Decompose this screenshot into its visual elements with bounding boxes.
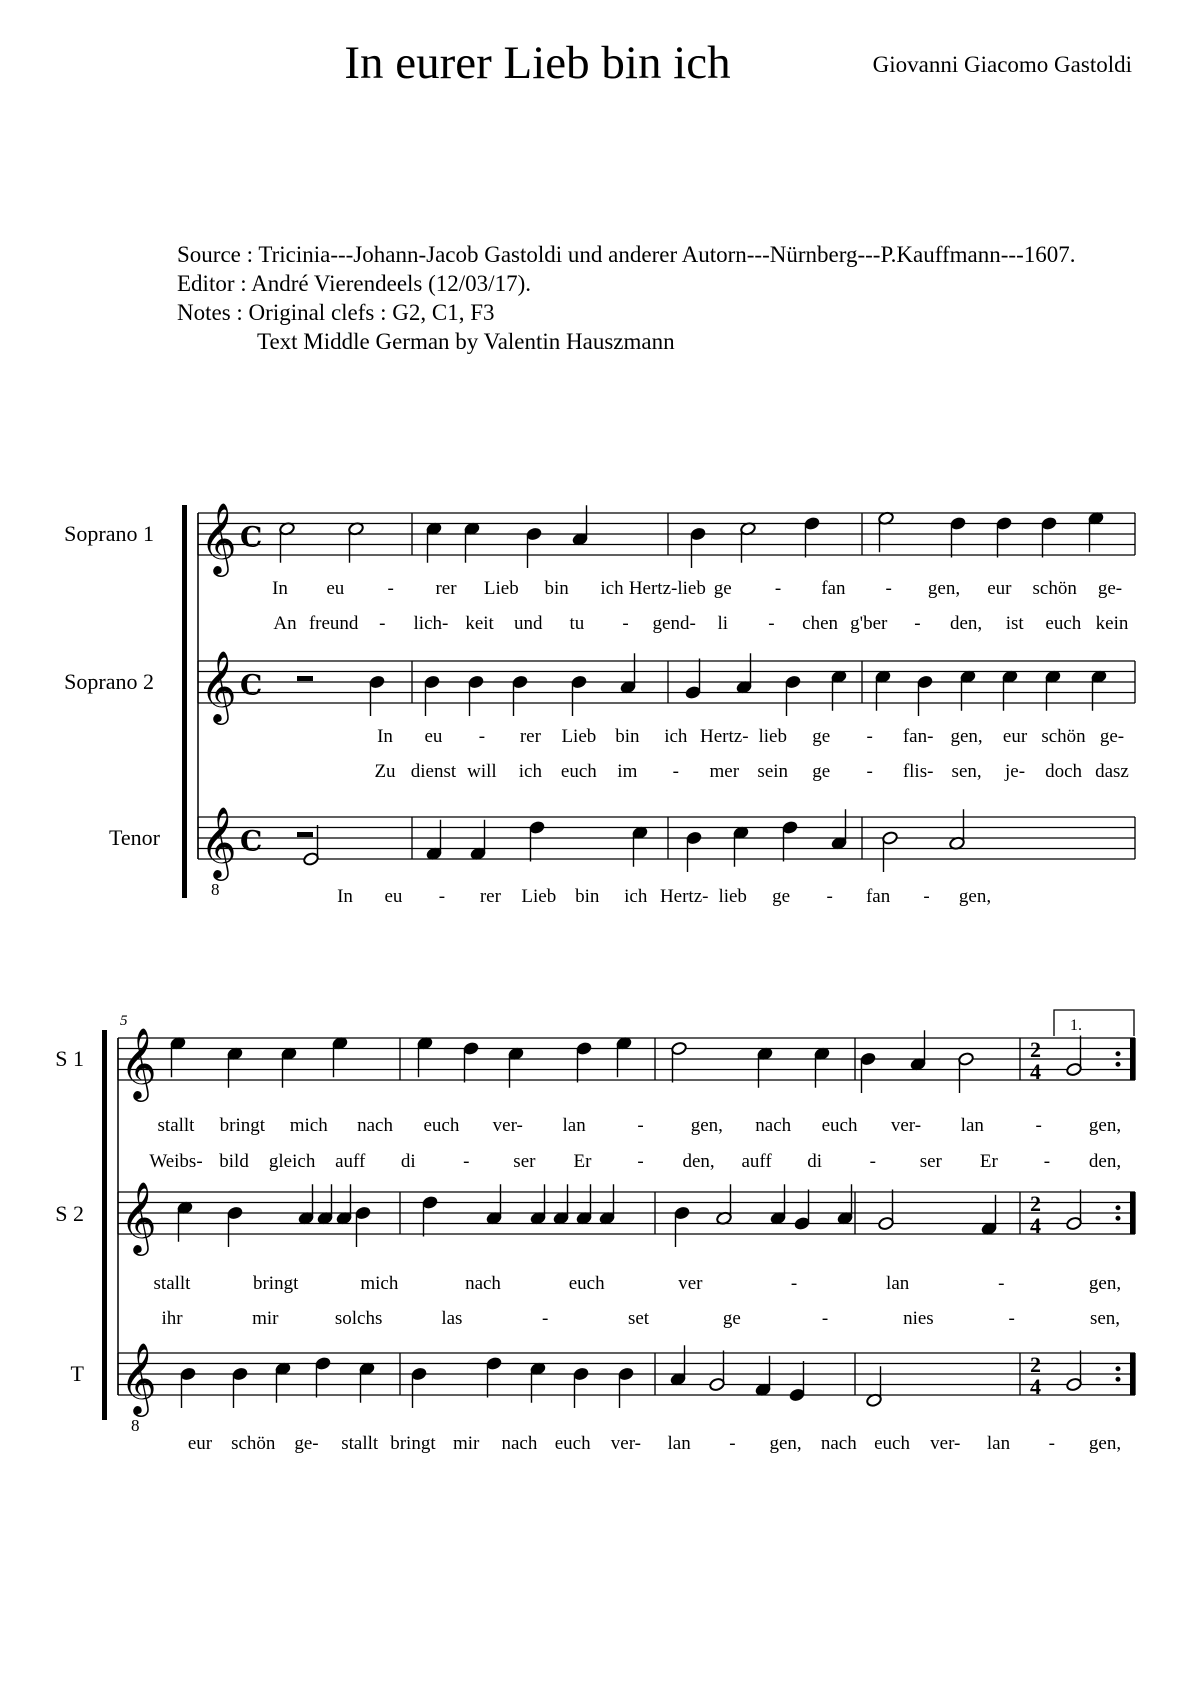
lyric-syllable: Er [573, 1151, 592, 1172]
lyric-syllable: Lieb [561, 726, 597, 747]
lyric-syllable: - [729, 1433, 736, 1454]
lyric-syllable: ge [812, 761, 831, 782]
lyric-syllable: solchs [334, 1308, 383, 1329]
lyric-syllable: schön [231, 1433, 276, 1454]
lyric-syllable: - [1048, 1433, 1055, 1454]
volta-number: 1. [1070, 1017, 1082, 1034]
lyric-syllable: freund [308, 613, 359, 634]
half-rest-icon [297, 832, 313, 837]
lyric-syllable: ich [600, 578, 624, 599]
staff-label: Tenor [109, 825, 160, 850]
lyric-syllable: - [379, 613, 386, 634]
lyric-syllable: auff [741, 1151, 772, 1172]
lyric-syllable: ge [812, 726, 831, 747]
lyric-syllable: ser [919, 1151, 942, 1172]
composer-name: Giovanni Giacomo Gastoldi [872, 52, 1132, 77]
lyric-syllable: eur [1002, 726, 1028, 747]
lyric-syllable: In [272, 578, 288, 599]
lyric-syllable: eu [326, 578, 345, 599]
lyric-syllable: lan [886, 1273, 910, 1294]
lyric-syllable: gen, [950, 726, 983, 747]
lyric-syllable: ihr [161, 1308, 183, 1329]
lyric-syllable: - [1008, 1308, 1015, 1329]
lyric-syllable: Zu [374, 761, 396, 782]
lyric-syllable: mich [360, 1273, 399, 1294]
lyric-syllable: schön [1041, 726, 1086, 747]
lyric-syllable: - [866, 726, 873, 747]
lyric-syllable: - [637, 1151, 644, 1172]
lyric-syllable: lieb [758, 726, 787, 747]
lyric-syllable: - [542, 1308, 549, 1329]
lyric-syllable: stallt [341, 1433, 379, 1454]
lyric-syllable: den, [1088, 1151, 1122, 1172]
treble-clef-icon: 𝄞 [200, 501, 237, 574]
lyric-syllable: rer [479, 886, 501, 907]
lyric-syllable: bin [575, 886, 600, 907]
lyric-syllable: - [438, 886, 446, 907]
lyric-syllable: nies [903, 1308, 934, 1329]
lyric-syllable: euch [554, 1433, 591, 1454]
lyric-syllable: Lieb [483, 578, 519, 599]
lyric-syllable: je- [1005, 761, 1026, 782]
lyric-syllable: di [400, 1151, 416, 1172]
lyric-syllable: lan [562, 1115, 586, 1136]
lyric-syllable: In [377, 726, 393, 747]
lyric-syllable: - [622, 613, 629, 634]
lyric-syllable: nach [357, 1115, 394, 1136]
lyric-syllable: ge- [294, 1433, 319, 1454]
lyric-syllable: In [337, 886, 353, 907]
lyric-syllable: fan [865, 886, 891, 907]
lyric-syllable: euch [821, 1115, 858, 1136]
lyric-syllable: mich [289, 1115, 328, 1136]
lyric-syllable: gen, [927, 578, 961, 599]
lyric-syllable: sen, [1089, 1308, 1121, 1329]
final-barline [1130, 1353, 1135, 1395]
repeat-dot [1116, 1051, 1121, 1056]
lyric-syllable: keit [465, 613, 494, 634]
text-line: Text Middle German by Valentin Hauszmann [257, 329, 675, 354]
lyric-syllable: ge- [1097, 578, 1123, 599]
lyric-syllable: flis- [902, 761, 934, 782]
staff-label: S 2 [55, 1201, 84, 1226]
common-time-icon: C [240, 520, 263, 554]
lyric-syllable: - [914, 613, 921, 634]
lyric-syllable: - [790, 1273, 798, 1294]
lyric-syllable: nach [755, 1115, 792, 1136]
repeat-dot [1116, 1377, 1121, 1382]
lyric-syllable: den, [682, 1151, 715, 1172]
lyric-syllable: - [672, 761, 679, 782]
final-barline [1130, 1192, 1135, 1234]
lyric-syllable: Hertz- [700, 726, 749, 747]
lyric-syllable: euch [874, 1433, 910, 1454]
lyric-syllable: An [273, 613, 297, 634]
lyric-syllable: nach [820, 1433, 857, 1454]
repeat-dot [1116, 1205, 1121, 1210]
lyric-syllable: ich [518, 761, 543, 782]
treble-clef-icon: 𝄞 [120, 1026, 157, 1099]
time-signature-top: 2 [1030, 1037, 1041, 1062]
lyric-syllable: bild [219, 1151, 249, 1172]
lyric-syllable: bin [615, 726, 640, 747]
staff-label: Soprano 1 [64, 521, 154, 546]
lyric-syllable: gen, [1088, 1115, 1122, 1136]
page-title: In eurer Lieb bin ich [344, 37, 731, 89]
treble-clef-icon: 𝄞 [200, 649, 237, 722]
lyric-syllable: gen, [1088, 1433, 1122, 1454]
lyric-syllable: ge [772, 886, 791, 907]
staff-label: S 1 [55, 1046, 84, 1071]
lyric-syllable: rer [519, 726, 541, 747]
lyric-syllable: g'ber [850, 613, 888, 634]
lyric-syllable: - [637, 1115, 644, 1136]
lyric-syllable: ver- [492, 1115, 523, 1136]
lyric-syllable: Er [979, 1151, 998, 1172]
lyric-syllable: lan [986, 1433, 1011, 1454]
time-signature-bottom: 4 [1030, 1213, 1041, 1238]
octave-mark: 8 [211, 880, 220, 899]
common-time-icon: C [240, 824, 263, 858]
lyric-syllable: ver- [930, 1433, 961, 1454]
lyric-syllable: eu [424, 726, 443, 747]
lyric-syllable: lich- [413, 613, 449, 634]
lyric-syllable: den, [949, 613, 983, 634]
common-time-icon: C [240, 668, 263, 702]
lyric-syllable: - [923, 886, 930, 907]
lyric-syllable: di [807, 1151, 823, 1172]
lyric-syllable: nach [465, 1273, 501, 1294]
lyric-syllable: li [717, 613, 729, 634]
final-barline [1130, 1038, 1135, 1080]
treble-clef-icon: 𝄞 [120, 1180, 157, 1253]
lyric-syllable: auff [335, 1151, 366, 1172]
lyric-syllable: Weibs- [149, 1151, 203, 1172]
lyric-syllable: Hertz- [659, 886, 709, 907]
time-signature-bottom: 4 [1030, 1374, 1041, 1399]
lyric-syllable: fan [821, 578, 846, 599]
lyric-syllable: - [1035, 1115, 1042, 1136]
lyric-syllable: stallt [153, 1273, 191, 1294]
lyric-syllable: eur [187, 1433, 213, 1454]
lyric-syllable: im [617, 761, 638, 782]
lyric-syllable: - [998, 1273, 1005, 1294]
time-signature-bottom: 4 [1030, 1059, 1041, 1084]
lyric-syllable: gend- [652, 613, 696, 634]
lyric-syllable: - [885, 578, 892, 599]
lyric-syllable: - [463, 1151, 470, 1172]
lyric-syllable: ge- [1099, 726, 1125, 747]
lyric-syllable: - [774, 578, 782, 599]
lyric-syllable: gen, [769, 1433, 802, 1454]
treble-clef-icon: 𝄞 [120, 1341, 157, 1414]
lyric-syllable: - [869, 1151, 876, 1172]
lyric-syllable: gleich [268, 1151, 316, 1172]
lyric-syllable: ich [624, 886, 648, 907]
lyric-syllable: - [866, 761, 873, 782]
lyric-syllable: mir [452, 1433, 480, 1454]
lyric-syllable: - [768, 613, 775, 634]
lyric-syllable: fan- [902, 726, 934, 747]
lyric-syllable: - [826, 886, 833, 907]
lyric-syllable: ge [722, 1308, 741, 1329]
lyric-syllable: - [821, 1308, 829, 1329]
lyric-syllable: lieb [718, 886, 747, 907]
lyric-syllable: bringt [219, 1115, 266, 1136]
lyric-syllable: dasz [1095, 761, 1129, 782]
notes-line: Notes : Original clefs : G2, C1, F3 [177, 300, 495, 325]
half-rest-icon [297, 676, 313, 681]
source-line: Source : Tricinia---Johann-Jacob Gastoldi und anderer Autorn---Nürnberg---P.Kauffmann---1607. [177, 242, 1076, 267]
lyric-syllable: mir [252, 1308, 279, 1329]
lyric-syllable: eur [987, 578, 1012, 599]
lyric-syllable: euch [568, 1273, 605, 1294]
lyric-syllable: sen, [951, 761, 982, 782]
lyric-syllable: euch [560, 761, 597, 782]
lyric-syllable: kein [1095, 613, 1129, 634]
lyric-syllable: ver- [890, 1115, 922, 1136]
lyric-syllable: eu [384, 886, 403, 907]
time-signature-top: 2 [1030, 1191, 1041, 1216]
lyric-syllable: bringt [390, 1433, 436, 1454]
lyric-syllable: lan [960, 1115, 984, 1136]
repeat-dot [1116, 1366, 1121, 1371]
lyric-syllable: doch [1045, 761, 1083, 782]
lyric-syllable: gen, [958, 886, 992, 907]
staff-label: Soprano 2 [64, 669, 154, 694]
lyric-syllable: ich [664, 726, 688, 747]
lyric-syllable: lan [667, 1433, 691, 1454]
repeat-dot [1116, 1062, 1121, 1067]
lyric-syllable: dienst [410, 761, 457, 782]
lyric-syllable: ver [678, 1273, 703, 1294]
lyric-syllable: rer [435, 578, 457, 599]
lyric-syllable: - [478, 726, 486, 747]
lyric-syllable: gen, [1088, 1273, 1122, 1294]
lyric-syllable: euch [1045, 613, 1082, 634]
staff-label: T [70, 1361, 84, 1386]
system-bracket [102, 1030, 107, 1420]
lyric-syllable: las [441, 1308, 463, 1329]
time-signature-top: 2 [1030, 1352, 1041, 1377]
lyric-syllable: nach [501, 1433, 538, 1454]
system-bracket [182, 505, 187, 898]
lyric-syllable: mer [709, 761, 740, 782]
lyric-syllable: sein [757, 761, 789, 782]
lyric-syllable: stallt [157, 1115, 195, 1136]
lyric-syllable: Hertz-lieb [628, 578, 706, 599]
lyric-syllable: ge [713, 578, 732, 599]
lyric-syllable: will [467, 761, 497, 782]
lyric-syllable: ist [1005, 613, 1024, 634]
lyric-syllable: bin [544, 578, 569, 599]
measure-number: 5 [120, 1013, 128, 1029]
lyric-syllable: bringt [252, 1273, 299, 1294]
lyric-syllable: set [627, 1308, 650, 1329]
octave-mark: 8 [131, 1416, 140, 1435]
lyric-syllable: gen, [690, 1115, 723, 1136]
repeat-dot [1116, 1216, 1121, 1221]
volta-bracket [1054, 1010, 1134, 1036]
lyric-syllable: ver- [610, 1433, 641, 1454]
lyric-syllable: Lieb [521, 886, 557, 907]
lyric-syllable: ser [513, 1151, 536, 1172]
lyric-syllable: euch [423, 1115, 460, 1136]
treble-clef-icon: 𝄞 [200, 805, 237, 878]
editor-line: Editor : André Vierendeels (12/03/17). [177, 271, 531, 296]
lyric-syllable: - [1043, 1151, 1051, 1172]
lyric-syllable: tu [569, 613, 585, 634]
lyric-syllable: - [387, 578, 394, 599]
lyric-syllable: schön [1032, 578, 1077, 599]
lyric-syllable: chen [802, 613, 839, 634]
lyric-syllable: und [513, 613, 543, 634]
